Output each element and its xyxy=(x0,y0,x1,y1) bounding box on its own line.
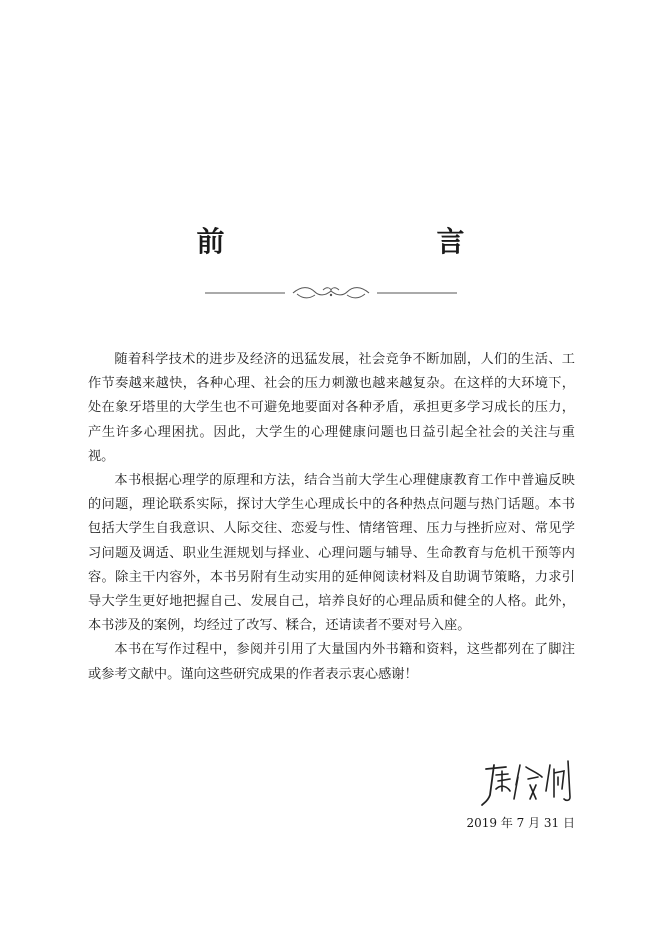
title-ornament-divider xyxy=(205,282,457,304)
paragraph: 随着科学技术的进步及经济的迅猛发展，社会竞争不断加剧，人们的生活、工作节奏越来越快，各种心理、社会的压力刺激也越来越复杂。在这样的大环境下，处在象牙塔里的大学生也不可避免地要面对各种矛盾，承担更多学习成长的压力，产生许多心理困扰。因此，大学生的心理健康问题也日益引起全社会的关注与重视。 xyxy=(88,352,575,464)
paragraph: 本书在写作过程中，参阅并引用了大量国内外书籍和资料，这些都列在了脚注或参考文献中。谨向这些研究成果的作者表示衷心感谢！ xyxy=(88,642,575,682)
page-title: 前 言 xyxy=(196,225,517,258)
author-handwritten-signature xyxy=(480,755,580,807)
preface-body xyxy=(88,348,575,687)
paragraph: 本书根据心理学的原理和方法，结合当前大学生心理健康教育工作中普遍反映的问题，理论联系实际，探讨大学生心理成长中的各种热点问题与热门话题。本书包括大学生自我意识、人际交往、恋爱与性、情绪管理、压力与挫折应对、常见学习问题及调适、职业生涯规划与择业、心理问题与辅导、生命教育与危机干预等内容。除主干内容外，本书另附有生动实用的延伸阅读材料及自助调节策略，力求引导大学生更好地把握自己、发展自己，培养良好的心理品质和健全的人格。此外，本书涉及的案例，均经过了改写、糅合，还请读者不要对号入座。 xyxy=(88,473,575,634)
date-line: 2019 年 7 月 31 日 xyxy=(466,816,575,830)
